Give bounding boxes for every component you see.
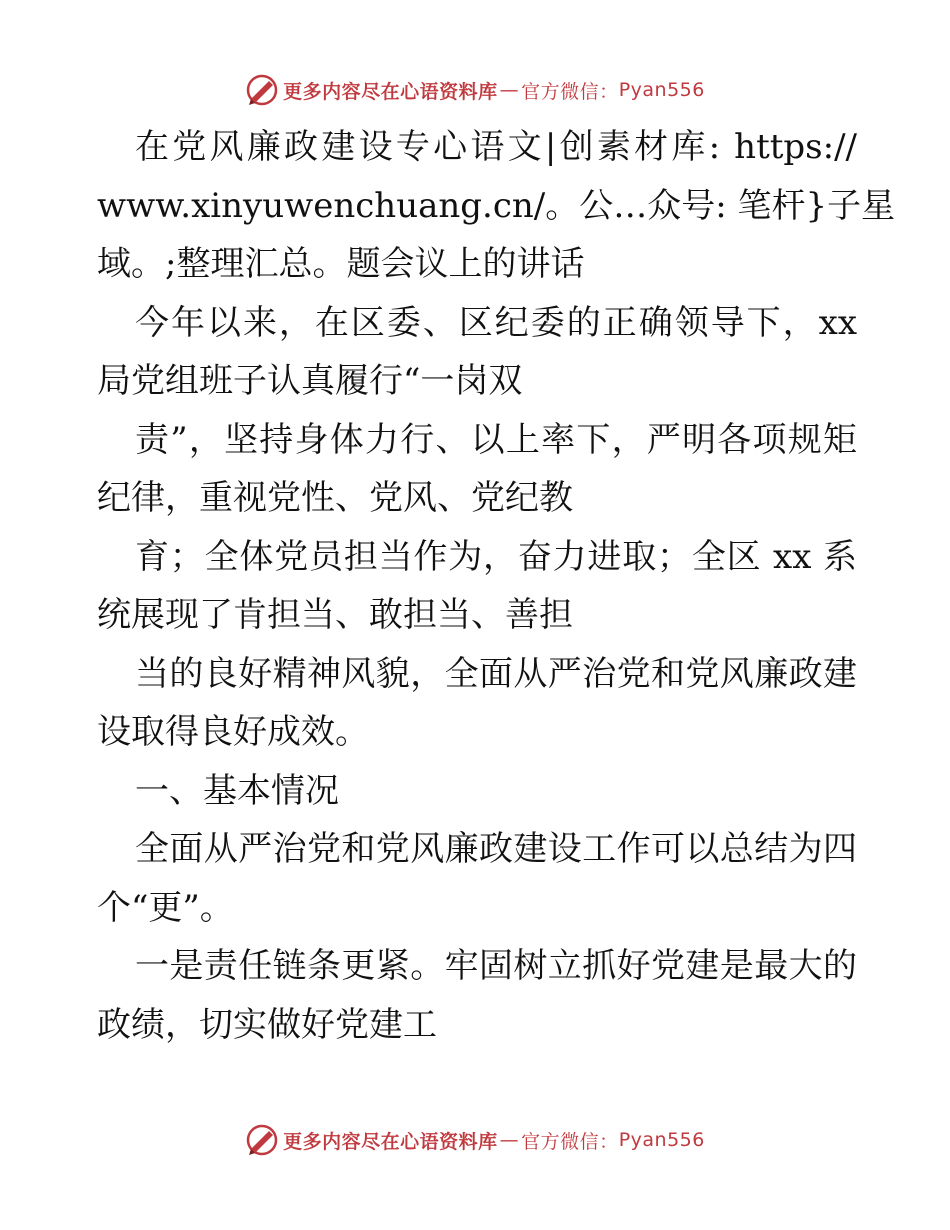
pen-logo-icon bbox=[245, 73, 279, 107]
footer-brand-text: 更多内容尽在心语资料库 bbox=[283, 1130, 498, 1153]
body-line: 统展现了肯担当、敢担当、善担 bbox=[97, 595, 573, 635]
body-line: 域。;整理汇总。题会议上的讲话 bbox=[97, 244, 585, 284]
body-line: 今年以来，在区委、区纪委的正确领导下，xx bbox=[135, 302, 857, 343]
body-line: www.xinyuwenchuang.cn/。公…众号: 笔杆}子星 bbox=[97, 185, 896, 226]
header-wechat-label: 官方微信： bbox=[521, 80, 619, 103]
pen-logo-icon bbox=[245, 1123, 279, 1157]
body-line: 设取得良好成效。 bbox=[97, 712, 369, 752]
header-brand-text: 更多内容尽在心语资料库 bbox=[283, 80, 498, 103]
body-line: 政绩，切实做好党建工 bbox=[97, 1004, 437, 1045]
footer-separator: — bbox=[499, 1129, 520, 1151]
body-line: 育；全体党员担当作为，奋力进取；全区 xx 系 bbox=[135, 536, 857, 577]
header-banner bbox=[0, 70, 950, 110]
header-wechat-id: Pyan556 bbox=[618, 79, 705, 101]
document-body bbox=[97, 118, 896, 1054]
section-heading: 一、基本情况 bbox=[135, 770, 339, 811]
body-line: 当的良好精神风貌，全面从严治党和党风廉政建 bbox=[135, 653, 857, 694]
header-separator: — bbox=[499, 79, 520, 101]
body-line: 个“更”。 bbox=[97, 887, 234, 928]
body-line: 一是责任链条更紧。牢固树立抓好党建是最大的 bbox=[135, 946, 857, 986]
body-line: 责”，坚持身体力行、以上率下，严明各项规矩 bbox=[135, 419, 857, 460]
footer-wechat-id: Pyan556 bbox=[618, 1129, 705, 1151]
body-line: 局党组班子认真履行“一岗双 bbox=[97, 361, 523, 401]
footer-banner bbox=[0, 1120, 950, 1160]
body-line: 纪律，重视党性、党风、党纪教 bbox=[97, 478, 573, 518]
footer-wechat-label: 官方微信： bbox=[521, 1130, 619, 1153]
body-line: 全面从严治党和党风廉政建设工作可以总结为四 bbox=[135, 829, 857, 869]
body-line: 在党风廉政建设专心语文|创素材库: https:// bbox=[135, 127, 857, 167]
